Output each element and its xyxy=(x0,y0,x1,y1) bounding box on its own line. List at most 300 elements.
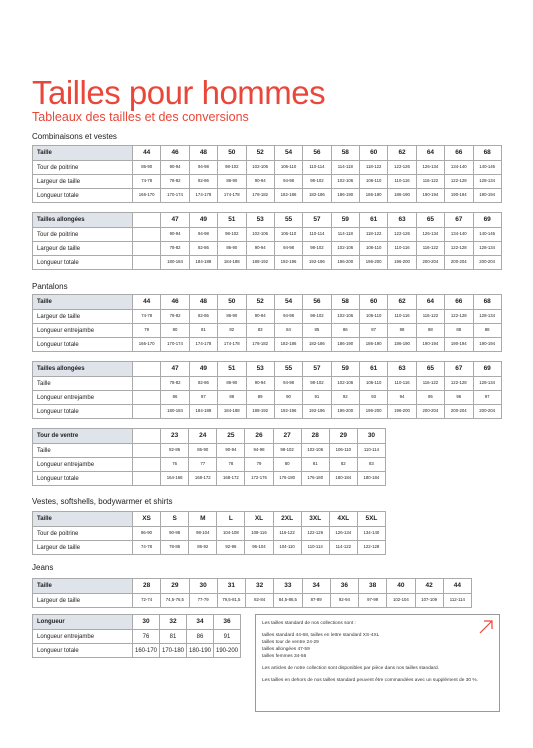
table-cell: 76 xyxy=(133,630,160,644)
size-header-cell: 48 xyxy=(189,295,217,310)
row-label: Tour de poitrine xyxy=(33,527,133,541)
table-cell: 86-90 xyxy=(189,444,217,458)
size-header-cell: L xyxy=(217,512,245,527)
table-cell: 98-102 xyxy=(303,310,331,324)
row-label: Largeur de taille xyxy=(33,175,133,189)
table-cell: 80 xyxy=(273,458,301,472)
size-header-cell: 46 xyxy=(161,146,189,161)
table-header-label: Taille xyxy=(33,579,133,594)
note-surcharge: Les tailles en dehors de nos tailles standard peuvent être commandées avec un supplément de 30 %. xyxy=(262,677,478,683)
table-cell: 182-186 xyxy=(303,338,331,352)
size-header-cell: 69 xyxy=(473,362,501,377)
size-header-cell: 53 xyxy=(246,213,274,228)
note-availability: Les articles de notre collection sont disponibles par pièce dans nos tailles standard. xyxy=(262,665,440,671)
table-cell: 78-82 xyxy=(161,175,189,189)
row-label: Longueur entrejambe xyxy=(33,458,133,472)
table-cell: 77 xyxy=(189,458,217,472)
size-header-cell: 56 xyxy=(303,146,331,161)
table-cell: 93 xyxy=(360,391,388,405)
table-cell: 102-106 xyxy=(246,228,274,242)
table-row xyxy=(33,391,502,405)
table-cell: 114-118 xyxy=(331,228,359,242)
size-header-cell: 30 xyxy=(357,429,385,444)
table-cell: 166-170 xyxy=(133,338,161,352)
size-header-cell: 64 xyxy=(416,295,444,310)
table-cell: 72-74 xyxy=(133,594,161,608)
table-cell: 108-116 xyxy=(245,527,273,541)
size-header-cell: 23 xyxy=(161,429,189,444)
section-title-jeans: Jeans xyxy=(32,563,54,572)
table-header-row xyxy=(33,512,386,527)
table-cell: 192-196 xyxy=(274,405,302,419)
table-cell xyxy=(133,228,161,242)
table-cell: 174-178 xyxy=(218,189,246,203)
table-row xyxy=(33,242,502,256)
table-cell: 118-122 xyxy=(360,228,388,242)
size-header-cell: 46 xyxy=(161,295,189,310)
table-cell: 90-94 xyxy=(246,242,274,256)
table-header-row xyxy=(33,579,472,594)
table-cell: 76 xyxy=(161,458,189,472)
table-cell: 168-172 xyxy=(217,472,245,486)
table-cell: 174-178 xyxy=(189,189,217,203)
table-row xyxy=(33,405,502,419)
table-cell: 85 xyxy=(303,324,331,338)
size-header-cell: 50 xyxy=(218,295,246,310)
table-cell: 102-106 xyxy=(331,310,359,324)
table-row xyxy=(33,310,502,324)
size-header-cell: 60 xyxy=(360,146,388,161)
table-cell: 122-128 xyxy=(445,310,473,324)
table-cell: 90-94 xyxy=(161,161,189,175)
table-cell: 83 xyxy=(357,458,385,472)
row-label: Largeur de taille xyxy=(33,541,133,555)
table-cell: 82-86 xyxy=(189,175,217,189)
page-title: Tailles pour hommes xyxy=(32,74,326,111)
table-cell: 180-190 xyxy=(187,644,214,658)
table-cell: 98-104 xyxy=(189,527,217,541)
table-cell: 90-94 xyxy=(246,175,274,189)
table-cell: 74,5-76,5 xyxy=(161,594,189,608)
size-header-cell: 32 xyxy=(246,579,274,594)
table-cell: 192-196 xyxy=(303,256,331,270)
table-row xyxy=(33,228,502,242)
table-cell: 106-110 xyxy=(360,175,388,189)
size-table-tour-de-ventre xyxy=(32,428,386,486)
table-cell: 81 xyxy=(189,324,217,338)
table-cell: 126-134 xyxy=(416,228,444,242)
row-label: Longueur totale xyxy=(33,405,133,419)
size-header-cell: XL xyxy=(245,512,273,527)
size-header-cell: 67 xyxy=(445,362,473,377)
table-cell: 134-140 xyxy=(357,527,385,541)
table-cell: 200-204 xyxy=(416,256,444,270)
size-header-cell: 59 xyxy=(331,362,359,377)
table-cell: 88 xyxy=(388,324,416,338)
table-row xyxy=(33,644,241,658)
size-table-pantalons-long xyxy=(32,361,502,419)
table-cell: 78-86 xyxy=(161,541,189,555)
size-header-cell: M xyxy=(189,512,217,527)
size-header-cell: 5XL xyxy=(357,512,385,527)
table-cell: 122-128 xyxy=(357,541,385,555)
table-cell: 87 xyxy=(360,324,388,338)
size-header-cell: 28 xyxy=(301,429,329,444)
size-header-cell: 60 xyxy=(360,295,388,310)
size-header-cell: 61 xyxy=(360,362,388,377)
row-label: Longueur totale xyxy=(33,472,133,486)
table-cell: 90-94 xyxy=(246,310,274,324)
table-cell: 78-82 xyxy=(161,377,189,391)
table-cell: 128-134 xyxy=(473,175,501,189)
table-cell: 192-196 xyxy=(274,256,302,270)
table-cell: 86-90 xyxy=(218,242,246,256)
table-cell xyxy=(133,458,161,472)
table-cell: 122-128 xyxy=(445,377,473,391)
table-cell: 200-204 xyxy=(445,405,473,419)
table-cell: 86-90 xyxy=(218,310,246,324)
table-cell: 196-200 xyxy=(388,256,416,270)
table-cell: 91 xyxy=(303,391,331,405)
size-header-cell: 4XL xyxy=(329,512,357,527)
size-header-cell xyxy=(133,362,161,377)
table-row xyxy=(33,527,386,541)
table-cell: 92-94 xyxy=(330,594,358,608)
size-header-cell: 54 xyxy=(274,295,302,310)
table-cell: 116-122 xyxy=(416,377,444,391)
table-cell: 102-104 xyxy=(387,594,415,608)
table-cell: 96-104 xyxy=(245,541,273,555)
size-header-cell: XS xyxy=(133,512,161,527)
table-cell: 200-204 xyxy=(416,405,444,419)
table-cell: 97-99 xyxy=(359,594,387,608)
size-header-cell: 44 xyxy=(443,579,471,594)
size-header-cell: 34 xyxy=(187,615,214,630)
size-header-cell: 44 xyxy=(133,295,161,310)
table-cell: 176-180 xyxy=(301,472,329,486)
table-cell: 78 xyxy=(217,458,245,472)
table-cell: 98-102 xyxy=(303,377,331,391)
table-cell: 110-114 xyxy=(301,541,329,555)
size-header-cell: 58 xyxy=(331,146,359,161)
section-title-pantalons: Pantalons xyxy=(32,282,68,291)
size-header-cell: 67 xyxy=(445,213,473,228)
table-cell: 166-170 xyxy=(133,189,161,203)
table-cell: 134-140 xyxy=(445,228,473,242)
size-header-cell: 29 xyxy=(329,429,357,444)
size-header-cell: 50 xyxy=(218,146,246,161)
table-cell: 84 xyxy=(274,324,302,338)
table-cell: 87 xyxy=(189,391,217,405)
table-row xyxy=(33,472,386,486)
size-header-cell: 3XL xyxy=(301,512,329,527)
table-cell: 90-94 xyxy=(161,228,189,242)
table-header-row xyxy=(33,362,502,377)
table-row xyxy=(33,324,502,338)
table-cell: 82 xyxy=(218,324,246,338)
size-header-cell: 66 xyxy=(445,146,473,161)
size-table-jeans-taille xyxy=(32,578,472,608)
table-cell: 98-102 xyxy=(218,161,246,175)
table-header-row xyxy=(33,615,241,630)
row-label: Longueur entrejambe xyxy=(33,391,133,405)
table-cell: 128-134 xyxy=(473,377,501,391)
table-cell: 186-190 xyxy=(331,338,359,352)
table-cell: 82-84 xyxy=(246,594,274,608)
size-header-cell: 27 xyxy=(273,429,301,444)
table-row xyxy=(33,630,241,644)
table-cell: 104-110 xyxy=(273,541,301,555)
table-cell: 122-128 xyxy=(445,175,473,189)
size-table-combinaisons-long xyxy=(32,212,502,270)
table-cell: 184-188 xyxy=(218,405,246,419)
size-header-cell: 57 xyxy=(303,213,331,228)
size-header-cell: 47 xyxy=(161,362,189,377)
size-table-combinaisons xyxy=(32,145,502,203)
table-cell: 190-194 xyxy=(416,338,444,352)
table-cell: 77-79 xyxy=(189,594,217,608)
table-cell: 122-126 xyxy=(388,228,416,242)
table-cell: 74-78 xyxy=(133,175,161,189)
table-cell: 172-176 xyxy=(245,472,273,486)
row-label: Longueur totale xyxy=(33,256,133,270)
table-cell: 112-114 xyxy=(443,594,471,608)
table-header-label: Longueur xyxy=(33,615,133,630)
table-cell: 98-102 xyxy=(273,444,301,458)
table-cell: 81 xyxy=(301,458,329,472)
table-cell: 182-186 xyxy=(274,338,302,352)
row-label: Largeur de taille xyxy=(33,594,133,608)
table-cell: 200-204 xyxy=(473,256,501,270)
table-cell: 196-200 xyxy=(360,256,388,270)
table-cell: 160-170 xyxy=(133,644,160,658)
table-header-row xyxy=(33,213,502,228)
size-header-cell: 36 xyxy=(214,615,241,630)
table-cell: 122-128 xyxy=(445,242,473,256)
table-row xyxy=(33,189,502,203)
table-cell: 180-184 xyxy=(329,472,357,486)
table-cell: 88 xyxy=(218,391,246,405)
table-cell: 190-200 xyxy=(214,644,241,658)
table-cell: 196-200 xyxy=(388,405,416,419)
row-label: Largeur de taille xyxy=(33,242,133,256)
table-cell: 94-98 xyxy=(274,310,302,324)
table-cell: 88 xyxy=(416,324,444,338)
size-header-cell xyxy=(133,429,161,444)
size-header-cell: 51 xyxy=(218,362,246,377)
size-header-cell: 55 xyxy=(274,213,302,228)
table-header-row xyxy=(33,429,386,444)
table-cell: 82-86 xyxy=(189,310,217,324)
size-header-cell: 65 xyxy=(416,362,444,377)
size-header-cell: 49 xyxy=(189,213,217,228)
table-cell xyxy=(133,444,161,458)
size-header-cell: 48 xyxy=(189,146,217,161)
table-cell: 86 xyxy=(187,630,214,644)
size-header-cell: 30 xyxy=(189,579,217,594)
table-cell: 184-188 xyxy=(218,256,246,270)
table-cell: 188-192 xyxy=(246,256,274,270)
row-label: Taille xyxy=(33,444,133,458)
table-cell: 114-118 xyxy=(331,161,359,175)
info-box xyxy=(255,614,500,712)
table-cell: 134-140 xyxy=(445,161,473,175)
size-header-cell: 24 xyxy=(189,429,217,444)
table-cell: 102-106 xyxy=(331,377,359,391)
table-cell: 140-146 xyxy=(473,228,501,242)
table-cell xyxy=(133,472,161,486)
table-cell: 94-98 xyxy=(274,242,302,256)
size-header-cell: 68 xyxy=(473,146,501,161)
table-row xyxy=(33,161,502,175)
table-cell: 79 xyxy=(245,458,273,472)
table-cell: 110-114 xyxy=(303,161,331,175)
section-title-vestes: Vestes, softshells, bodywarmer et shirts xyxy=(32,497,173,506)
size-header-cell: 32 xyxy=(160,615,187,630)
table-cell: 74-78 xyxy=(133,541,161,555)
row-label: Largeur de taille xyxy=(33,310,133,324)
table-cell: 118-122 xyxy=(360,161,388,175)
table-cell: 184-188 xyxy=(189,256,217,270)
size-header-cell: 54 xyxy=(274,146,302,161)
size-header-cell: 51 xyxy=(218,213,246,228)
table-cell: 128-134 xyxy=(473,242,501,256)
table-cell: 74-78 xyxy=(133,310,161,324)
table-cell: 82-86 xyxy=(189,242,217,256)
size-header-cell: 26 xyxy=(245,429,273,444)
size-header-cell: 63 xyxy=(388,213,416,228)
size-header-cell: 68 xyxy=(473,295,501,310)
table-cell: 170-180 xyxy=(160,644,187,658)
table-cell: 81 xyxy=(160,630,187,644)
table-cell: 98-102 xyxy=(303,175,331,189)
table-cell: 104-108 xyxy=(217,527,245,541)
table-cell: 110-116 xyxy=(388,377,416,391)
table-header-label: Taille xyxy=(33,295,133,310)
table-cell: 188-192 xyxy=(246,405,274,419)
table-row xyxy=(33,175,502,189)
table-cell: 140-146 xyxy=(473,161,501,175)
size-header-cell: 64 xyxy=(416,146,444,161)
row-label: Tour de poitrine xyxy=(33,228,133,242)
table-cell: 164-168 xyxy=(161,472,189,486)
table-cell: 116-122 xyxy=(416,310,444,324)
size-header-cell: 2XL xyxy=(273,512,301,527)
table-cell: 122-126 xyxy=(388,161,416,175)
table-cell: 90-94 xyxy=(217,444,245,458)
table-cell: 94-98 xyxy=(189,161,217,175)
table-row xyxy=(33,458,386,472)
table-cell: 190-194 xyxy=(473,338,501,352)
table-cell: 91 xyxy=(214,630,241,644)
table-cell: 190-194 xyxy=(473,189,501,203)
table-row xyxy=(33,541,386,555)
size-header-cell xyxy=(133,213,161,228)
table-cell: 102-106 xyxy=(301,444,329,458)
table-cell: 110-116 xyxy=(388,175,416,189)
table-header-label: Tour de ventre xyxy=(33,429,133,444)
size-table-jeans-longueur xyxy=(32,614,241,658)
table-cell: 106-110 xyxy=(360,242,388,256)
row-label: Tour de poitrine xyxy=(33,161,133,175)
table-cell: 86-90 xyxy=(133,527,161,541)
size-header-cell: 69 xyxy=(473,213,501,228)
table-cell: 190-194 xyxy=(416,189,444,203)
row-label: Longueur entrejambe xyxy=(33,324,133,338)
table-cell: 86 xyxy=(161,391,189,405)
table-cell: 102-106 xyxy=(331,242,359,256)
table-row xyxy=(33,444,386,458)
table-cell: 95 xyxy=(416,391,444,405)
size-header-cell: 30 xyxy=(133,615,160,630)
table-cell: 180-184 xyxy=(161,405,189,419)
table-cell: 186-190 xyxy=(388,189,416,203)
table-cell xyxy=(133,256,161,270)
table-cell: 106-110 xyxy=(329,444,357,458)
size-header-cell: 34 xyxy=(302,579,330,594)
table-cell: 82-86 xyxy=(189,377,217,391)
table-header-label: Taille xyxy=(33,146,133,161)
size-header-cell: 58 xyxy=(331,295,359,310)
table-cell: 178-182 xyxy=(246,189,274,203)
table-cell: 190-194 xyxy=(445,189,473,203)
note-line: tailles femmes 34-56 xyxy=(262,653,307,659)
table-cell: 182-186 xyxy=(274,189,302,203)
table-cell: 182-186 xyxy=(303,189,331,203)
table-cell: 106-110 xyxy=(274,228,302,242)
table-cell: 176-180 xyxy=(273,472,301,486)
table-row xyxy=(33,594,472,608)
table-cell: 102-106 xyxy=(246,161,274,175)
table-cell: 180-184 xyxy=(161,256,189,270)
size-header-cell: 63 xyxy=(388,362,416,377)
table-cell xyxy=(133,391,161,405)
table-cell: 126-134 xyxy=(329,527,357,541)
section-title-combinaisons: Combinaisons et vestes xyxy=(32,132,117,141)
table-cell: 186-190 xyxy=(360,189,388,203)
table-cell: 83 xyxy=(246,324,274,338)
table-cell: 94-98 xyxy=(245,444,273,458)
table-cell: 82 xyxy=(329,458,357,472)
table-row xyxy=(33,377,502,391)
table-cell: 90-94 xyxy=(246,377,274,391)
size-header-cell: 47 xyxy=(161,213,189,228)
table-cell: 92 xyxy=(331,391,359,405)
table-row xyxy=(33,338,502,352)
table-cell: 126-134 xyxy=(416,161,444,175)
table-cell: 186-190 xyxy=(360,338,388,352)
table-cell: 180-184 xyxy=(357,472,385,486)
table-cell: 86-90 xyxy=(218,175,246,189)
size-header-cell: 40 xyxy=(387,579,415,594)
table-cell: 82-86 xyxy=(161,444,189,458)
table-cell: 174-178 xyxy=(218,338,246,352)
size-header-cell: 62 xyxy=(388,295,416,310)
table-cell: 184-188 xyxy=(189,405,217,419)
table-cell: 94 xyxy=(388,391,416,405)
table-cell: 170-174 xyxy=(161,189,189,203)
table-header-row xyxy=(33,146,502,161)
size-header-cell: 57 xyxy=(303,362,331,377)
table-cell: 86-90 xyxy=(218,377,246,391)
table-cell: 102-106 xyxy=(331,175,359,189)
table-cell: 110-116 xyxy=(388,310,416,324)
size-header-cell: 52 xyxy=(246,146,274,161)
row-label: Taille xyxy=(33,377,133,391)
table-cell: 90 xyxy=(274,391,302,405)
table-header-label: Tailles allongées xyxy=(33,213,133,228)
table-cell: 106-110 xyxy=(360,310,388,324)
